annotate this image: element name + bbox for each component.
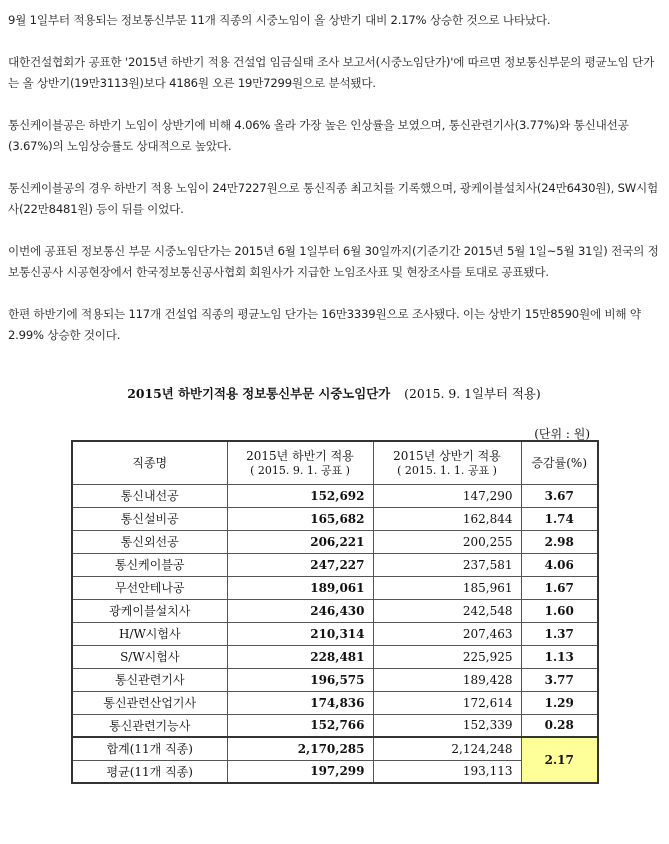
header-second-half-title: 2015년 하반기 적용 xyxy=(246,448,354,463)
total-first-half-cell: 2,124,248 xyxy=(373,737,521,760)
first-half-wage-cell: 242,548 xyxy=(373,599,521,622)
occupation-cell: H/W시험사 xyxy=(72,622,227,645)
change-rate-cell: 3.77 xyxy=(521,668,598,691)
table-row xyxy=(72,484,598,507)
article-paragraph: 한편 하반기에 적용되는 117개 건설업 직종의 평균노임 단가는 16만3339원으로 조사됐다. 이는 상반기 15만8590원에 비해 약 2.99% 상승한 것이다. xyxy=(8,307,641,342)
occupation-cell: 통신외선공 xyxy=(72,530,227,553)
first-half-wage-cell: 172,614 xyxy=(373,691,521,714)
first-half-wage-cell: 189,428 xyxy=(373,668,521,691)
table-title-subtitle: (2015. 9. 1일부터 적용) xyxy=(404,386,541,401)
header-second-half xyxy=(227,441,373,484)
header-first-half xyxy=(373,441,521,484)
occupation-cell: 무선안테나공 xyxy=(72,576,227,599)
first-half-wage-cell: 162,844 xyxy=(373,507,521,530)
first-half-wage-cell: 200,255 xyxy=(373,530,521,553)
second-half-wage-cell: 247,227 xyxy=(227,553,373,576)
summary-change-rate-cell: 2.17 xyxy=(521,737,598,783)
second-half-wage-cell: 189,061 xyxy=(227,576,373,599)
table-row xyxy=(72,507,598,530)
average-label-cell: 평균(11개 직종) xyxy=(72,760,227,783)
table-row xyxy=(72,668,598,691)
table-row xyxy=(72,530,598,553)
average-row xyxy=(72,760,598,783)
total-row xyxy=(72,737,598,760)
article-paragraph: 대한건설협회가 공표한 '2015년 하반기 적용 건설업 임금실태 조사 보고서(시중노임단가)'에 따르면 정보통신부문의 평균노임 단가는 올 상반기(19만3113원)보다 4186원 오른 19만7299원으로 분석됐다. xyxy=(8,55,655,90)
second-half-wage-cell: 152,692 xyxy=(227,484,373,507)
first-half-wage-cell: 225,925 xyxy=(373,645,521,668)
total-second-half-cell: 2,170,285 xyxy=(227,737,373,760)
change-rate-cell: 1.60 xyxy=(521,599,598,622)
table-row xyxy=(72,645,598,668)
header-change-rate: 증감률(%) xyxy=(521,441,598,484)
second-half-wage-cell: 152,766 xyxy=(227,714,373,737)
second-half-wage-cell: 206,221 xyxy=(227,530,373,553)
header-second-half-date: ( 2015. 9. 1. 공표 ) xyxy=(250,463,350,477)
change-rate-cell: 1.74 xyxy=(521,507,598,530)
second-half-wage-cell: 174,836 xyxy=(227,691,373,714)
occupation-cell: 통신내선공 xyxy=(72,484,227,507)
table-row xyxy=(72,691,598,714)
table-title-main: 2015년 하반기적용 정보통신부문 시중노임단가 xyxy=(127,386,391,401)
total-label-cell: 합계(11개 직종) xyxy=(72,737,227,760)
table-header-row xyxy=(72,441,598,484)
second-half-wage-cell: 165,682 xyxy=(227,507,373,530)
unit-label: (단위 : 원) xyxy=(534,427,590,441)
header-first-half-date: ( 2015. 1. 1. 공표 ) xyxy=(397,463,497,477)
table-row xyxy=(72,599,598,622)
first-half-wage-cell: 207,463 xyxy=(373,622,521,645)
header-first-half-title: 2015년 상반기 적용 xyxy=(393,448,501,463)
header-occupation: 직종명 xyxy=(72,441,227,484)
change-rate-cell: 1.37 xyxy=(521,622,598,645)
change-rate-cell: 1.67 xyxy=(521,576,598,599)
change-rate-cell: 1.13 xyxy=(521,645,598,668)
article-paragraph: 9월 1일부터 적용되는 정보통신부문 11개 직종의 시중노임이 올 상반기 대비 2.17% 상승한 것으로 나타났다. xyxy=(8,13,551,27)
table-row xyxy=(72,622,598,645)
change-rate-cell: 3.67 xyxy=(521,484,598,507)
article-body xyxy=(8,10,660,367)
occupation-cell: 광케이블설치사 xyxy=(72,599,227,622)
first-half-wage-cell: 152,339 xyxy=(373,714,521,737)
article-paragraph: 통신케이블공은 하반기 노임이 상반기에 비해 4.06% 올라 가장 높은 인상률을 보였으며, 통신관련기사(3.77%)와 통신내선공(3.67%)의 노임상승률도 상대적으로 높았다. xyxy=(8,118,629,153)
occupation-cell: 통신설비공 xyxy=(72,507,227,530)
average-first-half-cell: 193,113 xyxy=(373,760,521,783)
occupation-cell: S/W시험사 xyxy=(72,645,227,668)
article-paragraph: 통신케이블공의 경우 하반기 적용 노임이 24만7227원으로 통신직종 최고치를 기록했으며, 광케이블설치사(24만6430원), SW시험사(22만8481원) 등이 뒤를 이었다. xyxy=(8,181,658,216)
occupation-cell: 통신관련기능사 xyxy=(72,714,227,737)
second-half-wage-cell: 210,314 xyxy=(227,622,373,645)
occupation-cell: 통신관련기사 xyxy=(72,668,227,691)
first-half-wage-cell: 185,961 xyxy=(373,576,521,599)
change-rate-cell: 0.28 xyxy=(521,714,598,737)
change-rate-cell: 2.98 xyxy=(521,530,598,553)
change-rate-cell: 1.29 xyxy=(521,691,598,714)
change-rate-cell: 4.06 xyxy=(521,553,598,576)
article-paragraph: 이번에 공표된 정보통신 부문 시중노임단가는 2015년 6월 1일부터 6월 30일까지(기준기간 2015년 5월 1일~5월 31일) 전국의 정보통신공사 시공현장에서 한국정보통신공사협회 회원사가 지급한 노임조사표 및 현장조사를 토대로 공표됐다. xyxy=(8,244,659,279)
table-row xyxy=(72,714,598,737)
second-half-wage-cell: 246,430 xyxy=(227,599,373,622)
occupation-cell: 통신케이블공 xyxy=(72,553,227,576)
occupation-cell: 통신관련산업기사 xyxy=(72,691,227,714)
first-half-wage-cell: 237,581 xyxy=(373,553,521,576)
first-half-wage-cell: 147,290 xyxy=(373,484,521,507)
second-half-wage-cell: 196,575 xyxy=(227,668,373,691)
wage-table xyxy=(71,440,599,784)
table-title xyxy=(8,384,660,402)
table-row xyxy=(72,553,598,576)
second-half-wage-cell: 228,481 xyxy=(227,645,373,668)
table-row xyxy=(72,576,598,599)
average-second-half-cell: 197,299 xyxy=(227,760,373,783)
